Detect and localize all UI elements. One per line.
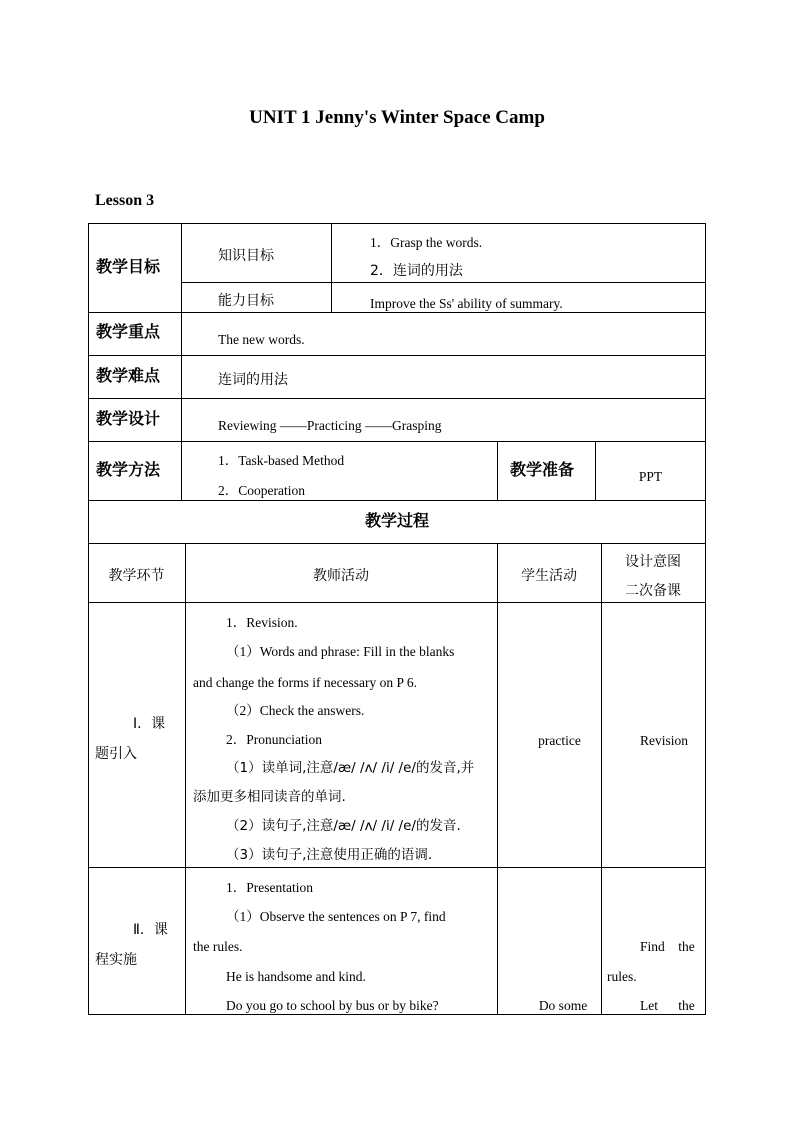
- table-line: [181, 223, 182, 500]
- design-intent-line: rules.: [607, 969, 637, 984]
- teacher-line: （1）读单词,注意/æ/ /ʌ/ /i/ /e/的发音,并: [226, 760, 475, 776]
- lesson-label: Lesson 3: [95, 192, 155, 209]
- difficulties-text: 连词的用法: [218, 372, 288, 388]
- table-line: [705, 223, 706, 1015]
- table-line: [331, 223, 332, 312]
- table-line: [185, 543, 186, 1014]
- design-label: 教学设计: [96, 409, 161, 428]
- header-stage: 教学环节: [108, 568, 165, 584]
- teacher-line: （1）Observe the sentences on P 7, find: [226, 909, 446, 924]
- header-student: 学生活动: [521, 568, 577, 584]
- teacher-line: and change the forms if necessary on P 6.: [193, 675, 418, 690]
- teacher-line: He is handsome and kind.: [226, 969, 366, 984]
- process-heading: 教学过程: [364, 511, 429, 530]
- teacher-line: the rules.: [193, 939, 243, 954]
- table-line: [181, 282, 706, 283]
- teacher-line: （2）读句子,注意/æ/ /ʌ/ /i/ /e/的发音.: [226, 818, 461, 834]
- stage-label: Ⅰ．课: [133, 716, 166, 732]
- header-teacher: 教师活动: [313, 568, 369, 584]
- table-line: [497, 543, 498, 1014]
- difficulties-label: 教学难点: [96, 366, 161, 385]
- stage-label: Ⅱ．课: [133, 922, 168, 938]
- teacher-line: 添加更多相同读音的单词.: [193, 789, 346, 805]
- design-text: Reviewing ——Practicing ——Grasping: [218, 418, 442, 433]
- table-line: [497, 441, 498, 500]
- stage-label: 题引入: [95, 746, 137, 762]
- knowledge-objective-label: 知识目标: [218, 248, 274, 264]
- knowledge-objective-item: 2．连词的用法: [370, 263, 463, 279]
- knowledge-objective-item: 1．Grasp the words.: [370, 235, 483, 250]
- ability-objective-text: Improve the Ss' ability of summary.: [370, 296, 563, 311]
- teacher-line: 1．Revision.: [226, 615, 298, 630]
- table-line: [88, 867, 706, 868]
- ability-objective-label: 能力目标: [218, 293, 274, 309]
- table-line: [88, 1014, 706, 1015]
- preparation-label: 教学准备: [510, 460, 575, 479]
- table-line: [88, 602, 706, 603]
- table-line: [601, 543, 602, 1014]
- teacher-line: Do you go to school by bus or by bike?: [226, 998, 439, 1013]
- header-intent: 设计意图: [625, 554, 681, 570]
- design-intent-line: Let the: [640, 998, 695, 1013]
- key-points-label: 教学重点: [96, 322, 161, 341]
- design-intent-line: Find the: [640, 939, 695, 954]
- preparation-value: PPT: [638, 469, 663, 484]
- teacher-line: 2．Pronunciation: [226, 732, 322, 747]
- design-intent: Revision: [640, 733, 689, 748]
- header-second-prep: 二次备课: [625, 583, 681, 599]
- teacher-line: （1）Words and phrase: Fill in the blanks: [226, 644, 455, 659]
- table-line: [88, 500, 706, 501]
- teacher-line: （3）读句子,注意使用正确的语调.: [226, 847, 433, 863]
- student-activity: practice: [538, 733, 581, 748]
- method-item: 2．Cooperation: [218, 483, 305, 498]
- key-points-text: The new words.: [218, 332, 305, 347]
- teacher-line: 1．Presentation: [226, 880, 313, 895]
- teacher-line: （2）Check the answers.: [226, 703, 365, 718]
- stage-label: 程实施: [95, 952, 137, 968]
- document-title: UNIT 1 Jenny's Winter Space Camp: [249, 107, 545, 128]
- method-item: 1．Task-based Method: [218, 453, 345, 468]
- student-activity: Do some: [538, 998, 588, 1013]
- objectives-label: 教学目标: [96, 257, 161, 276]
- methods-label: 教学方法: [96, 460, 161, 479]
- table-line: [88, 223, 89, 1015]
- table-line: [88, 543, 706, 544]
